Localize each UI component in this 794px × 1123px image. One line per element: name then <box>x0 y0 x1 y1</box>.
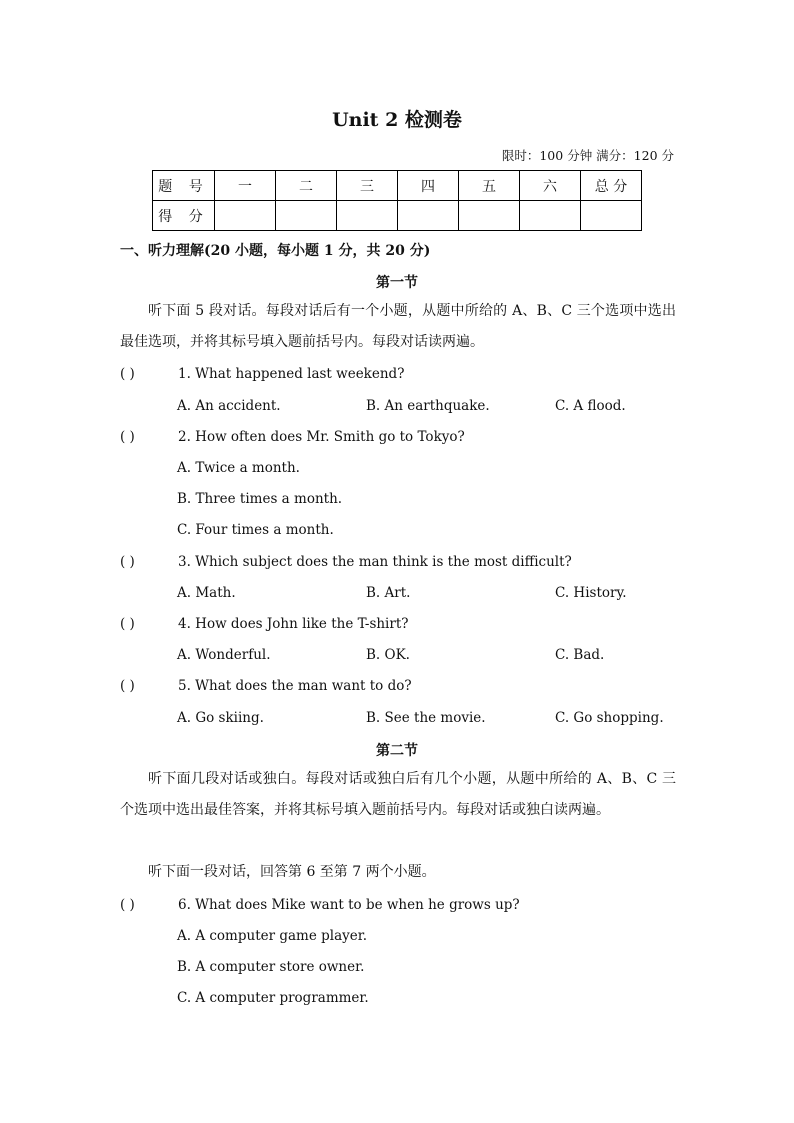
part1-heading: 一、听力理解(20 小题，每小题 1 分，共 20 分) <box>120 243 431 259</box>
score-table-cell: 一 <box>215 171 276 201</box>
option-a: A. Twice a month. <box>177 460 300 476</box>
score-table-header-row <box>153 171 642 201</box>
score-table-cell: 题 号 <box>153 171 215 201</box>
question-6 <box>120 897 520 913</box>
score-table-score-row <box>153 201 642 231</box>
section1-instructions: 听下面 5 段对话。每段对话后有一个小题，从题中所给的 A、B、C 三个选项中选出最佳选项，并将其标号填入题前括号内。每段对话读两遍。 <box>120 303 676 350</box>
time-limit: 限时：100 分钟 满分：120 分 <box>501 148 674 163</box>
question-2 <box>120 429 465 445</box>
score-input-cell[interactable] <box>215 201 276 231</box>
question-3 <box>120 554 572 570</box>
answer-paren[interactable]: ( ) <box>120 554 135 570</box>
option-c: C. Go shopping. <box>555 710 664 726</box>
question-text: 2. How often does Mr. Smith go to Tokyo? <box>178 429 465 445</box>
question-text: 5. What does the man want to do? <box>178 678 412 694</box>
answer-paren[interactable]: ( ) <box>120 678 135 694</box>
section2-subinstruction: 听下面一段对话，回答第 6 至第 7 两个小题。 <box>148 864 436 880</box>
section1-title: 第一节 <box>376 275 418 291</box>
page-title: Unit 2 检测卷 <box>332 109 462 131</box>
question-text: 6. What does Mike want to be when he grows up? <box>178 897 520 913</box>
score-input-cell[interactable] <box>337 201 398 231</box>
option-c: C. Four times a month. <box>177 522 334 538</box>
question-5 <box>120 678 412 694</box>
answer-paren[interactable]: ( ) <box>120 616 135 632</box>
question-4 <box>120 616 409 632</box>
option-a: A. A computer game player. <box>177 928 368 944</box>
question-text: 1. What happened last weekend? <box>178 366 405 382</box>
score-table-cell: 得 分 <box>153 201 215 231</box>
answer-paren[interactable]: ( ) <box>120 429 135 445</box>
option-b: B. See the movie. <box>366 710 486 726</box>
option-a: A. Wonderful. <box>177 647 271 663</box>
question-text: 4. How does John like the T-shirt? <box>178 616 409 632</box>
option-b: B. OK. <box>366 647 410 663</box>
option-c: C. A flood. <box>555 398 626 414</box>
score-table-cell: 二 <box>276 171 337 201</box>
score-table <box>152 170 642 231</box>
answer-paren[interactable]: ( ) <box>120 897 135 913</box>
option-c: C. Bad. <box>555 647 605 663</box>
score-table-cell: 五 <box>459 171 520 201</box>
score-input-cell[interactable] <box>520 201 581 231</box>
score-table-cell: 总 分 <box>581 171 642 201</box>
option-a: A. Math. <box>177 585 236 601</box>
option-b: B. An earthquake. <box>366 398 490 414</box>
option-b: B. Art. <box>366 585 411 601</box>
score-table-cell: 六 <box>520 171 581 201</box>
score-table-cell: 三 <box>337 171 398 201</box>
question-text: 3. Which subject does the man think is the most difficult? <box>178 554 572 570</box>
score-input-cell[interactable] <box>459 201 520 231</box>
score-input-cell[interactable] <box>276 201 337 231</box>
section2-title: 第二节 <box>376 743 418 759</box>
option-c: C. History. <box>555 585 627 601</box>
option-c: C. A computer programmer. <box>177 990 369 1006</box>
option-b: B. A computer store owner. <box>177 959 365 975</box>
score-input-cell[interactable] <box>398 201 459 231</box>
option-a: A. Go skiing. <box>177 710 264 726</box>
option-b: B. Three times a month. <box>177 491 343 507</box>
section2-instructions: 听下面几段对话或独白。每段对话或独白后有几个小题，从题中所给的 A、B、C 三个选项中选出最佳答案，并将其标号填入题前括号内。每段对话或独白读两遍。 <box>120 771 676 818</box>
question-1 <box>120 366 404 382</box>
score-input-cell[interactable] <box>581 201 642 231</box>
answer-paren[interactable]: ( ) <box>120 366 135 382</box>
option-a: A. An accident. <box>177 398 281 414</box>
score-table-cell: 四 <box>398 171 459 201</box>
